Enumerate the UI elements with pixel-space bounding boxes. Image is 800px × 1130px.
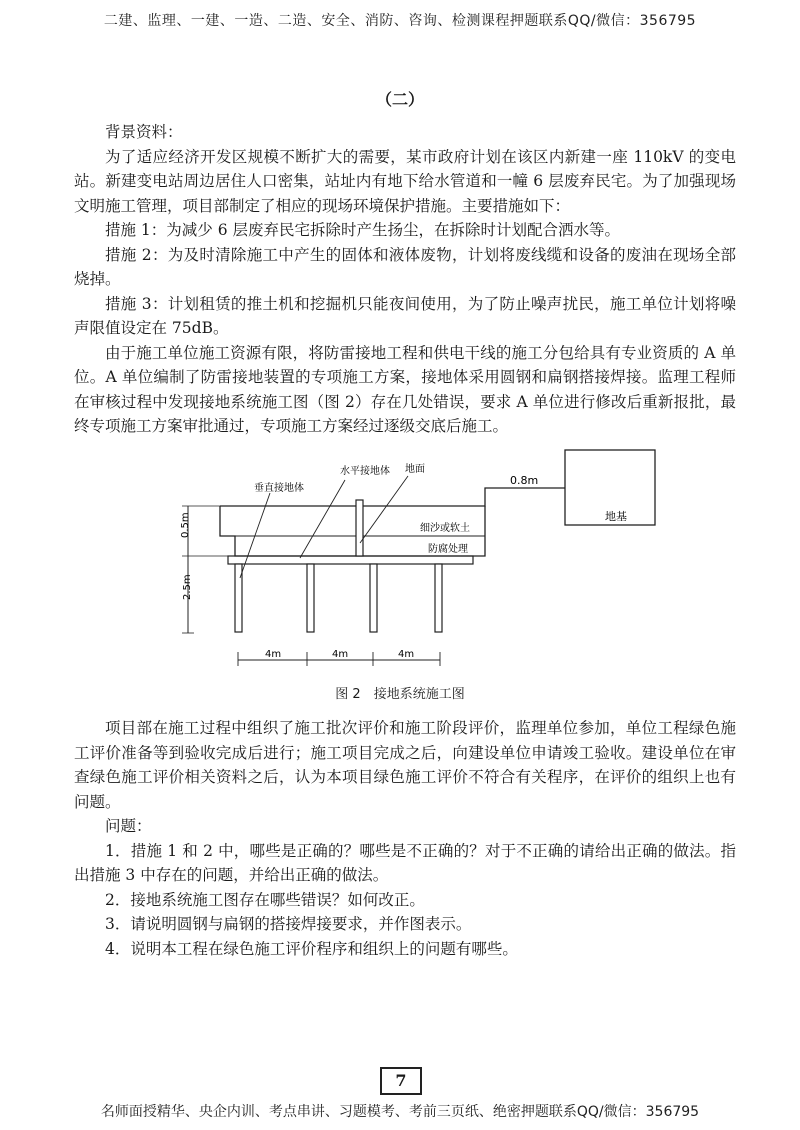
paragraph: 由于施工单位施工资源有限，将防雷接地工程和供电干线的施工分包给具有专业资质的 A 单位。A 单位编制了防雷接地装置的专项施工方案，接地体采用圆钢和扁钢搭接焊接。监理工程师在审核过程中发现接地系统施工图（图 2）存在几处错误，要求 A 单位进行修改后重新报批，最终专项施工方案审批通过，专项施工方案经过逐级交底后施工。 <box>74 343 736 435</box>
distance-label: 0.8m <box>510 474 539 487</box>
vertical-electrode <box>370 564 377 632</box>
page-header: 二建、监理、一建、一造、二造、安全、消防、咨询、检测课程押题联系QQ/微信：356795 <box>103 13 697 29</box>
vertical-electrode <box>435 564 442 632</box>
question-item: 1．措施 1 和 2 中，哪些是正确的？哪些是不正确的？对于不正确的请给出正确的做法。指出措施 3 中存在的问题，并给出正确的做法。 <box>74 841 736 884</box>
spacing-label: 4m <box>265 649 282 660</box>
measure-3: 措施 3：计划租赁的推土机和挖掘机只能夜间使用，为了防止噪声扰民，施工单位计划将噪声限值设定在 75dB。 <box>74 294 736 337</box>
vertical-electrode-label: 垂直接地体 <box>254 483 304 494</box>
page-number: 7 <box>380 1067 422 1095</box>
anticorrosion-layer <box>228 556 473 564</box>
depth-label: 0.5m <box>180 512 191 538</box>
paragraph: 为了适应经济开发区规模不断扩大的需要，某市政府计划在该区内新建一座 110kV 的变电站。新建变电站周边居住人口密集，站址内有地下给水管道和一幢 6 层废弃民宅。为了加强现场文明施工管理，项目部制定了相应的现场环境保护措施。主要措施如下： <box>74 147 736 215</box>
measure-1: 措施 1：为减少 6 层废弃民宅拆除时产生扬尘，在拆除时计划配合洒水等。 <box>105 221 621 239</box>
background-label: 背景资料： <box>105 123 183 141</box>
leader-line <box>360 476 408 543</box>
questions-label: 问题： <box>105 817 152 835</box>
soil-label: 细沙或软土 <box>420 523 470 534</box>
measure-2: 措施 2：为及时清除施工中产生的固体和液体废物，计划将废线缆和设备的废油在现场全部烧掉。 <box>74 245 736 288</box>
horizontal-electrode-label: 水平接地体 <box>340 466 390 477</box>
figure-caption: 图 2 接地系统施工图 <box>335 687 465 702</box>
grounding-system-diagram <box>150 438 670 688</box>
anticorrosion-label: 防腐处理 <box>428 544 468 555</box>
questions-section <box>74 716 736 961</box>
horizontal-electrode-riser <box>356 500 363 556</box>
spacing-label: 4m <box>398 649 415 660</box>
question-item: 2．接地系统施工图存在哪些错误？如何改正。 <box>105 890 425 909</box>
section-title: （二） <box>375 90 424 109</box>
spacing-label: 4m <box>332 649 349 660</box>
question-item: 3．请说明圆钢与扁钢的搭接焊接要求，并作图表示。 <box>105 915 472 933</box>
paragraph: 项目部在施工过程中组织了施工批次评价和施工阶段评价，监理单位参加，单位工程绿色施工评价准备等到验收完成后进行；施工项目完成之后，向建设单位申请竣工验收。建设单位在审查绿色施工评价相关资料之后，认为本项目绿色施工评价不符合有关程序，在评价的组织上也有问题。 <box>74 719 736 811</box>
background-section <box>74 120 736 439</box>
foundation-label: 地基 <box>605 510 627 523</box>
vertical-electrode <box>307 564 314 632</box>
ground-label: 地面 <box>405 464 425 475</box>
length-label: 2.5m <box>182 574 193 600</box>
question-item: 4．说明本工程在绿色施工评价程序和组织上的问题有哪些。 <box>105 939 518 958</box>
leader-line <box>300 480 345 558</box>
page-footer: 名师面授精华、央企内训、考点串讲、习题模考、考前三页纸、绝密押题联系QQ/微信：356795 <box>100 1104 700 1120</box>
